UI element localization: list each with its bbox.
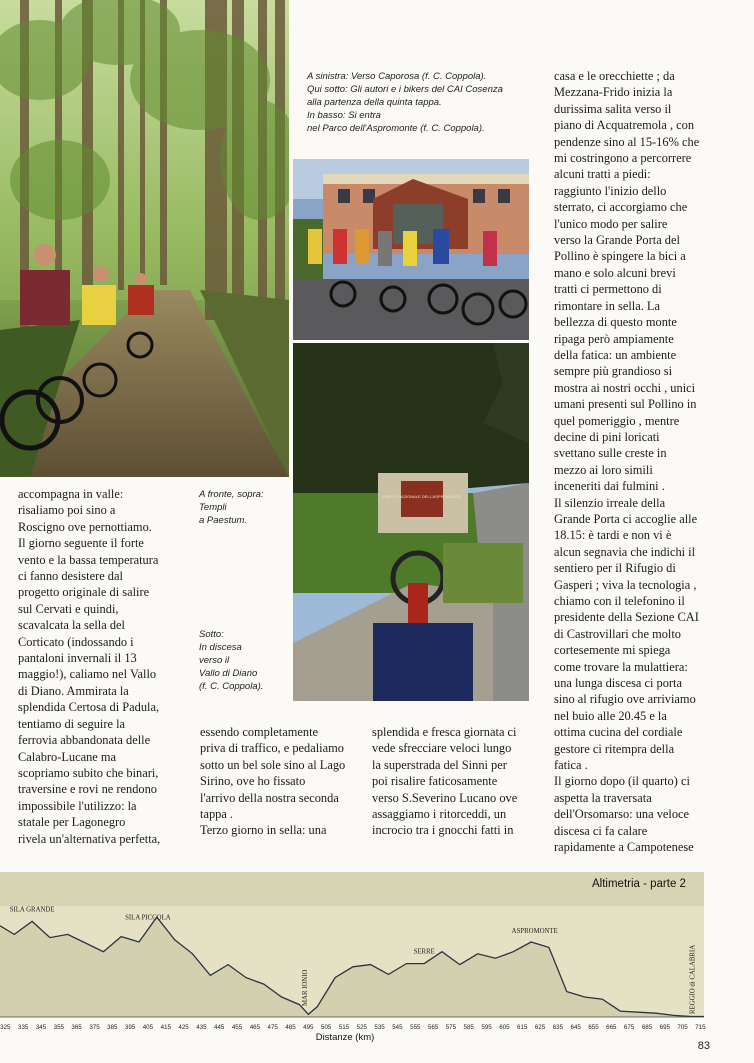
caption-line: Templi xyxy=(199,502,227,513)
x-tick-label: 605 xyxy=(499,1024,510,1031)
text-line: sotto un bel sole sino al Lago xyxy=(200,757,346,772)
text-line: dell'Orsomarso: una veloce xyxy=(554,807,690,822)
caption-line: verso il xyxy=(199,655,230,666)
page-number: 83 xyxy=(697,1040,710,1052)
x-tick-label: 415 xyxy=(160,1024,171,1031)
photo-forest-cyclists xyxy=(0,0,289,477)
text-line: ci fanno desistere dal xyxy=(18,569,123,584)
x-tick-label: 615 xyxy=(517,1024,528,1031)
text-line: inceneriti dai fulmini . xyxy=(554,479,665,494)
text-line: Mezzana-Frido inizia la xyxy=(554,85,673,100)
text-line: mezzo ai loro simili xyxy=(554,462,653,477)
text-line: verso S.Severino Lucano ove xyxy=(372,790,518,805)
chart-annotation: ASPROMONTE xyxy=(511,928,558,935)
text-line: mi costringono a percorrere xyxy=(554,151,692,166)
text-line: raggiunto l'inizio dello xyxy=(554,183,667,198)
text-line: sul Cervati e quindi, xyxy=(18,601,119,616)
text-line: traversine e rovi ne rendono xyxy=(18,782,157,797)
text-line: accompagna in valle: xyxy=(18,487,124,501)
text-line: quel pomeriggio , mentre xyxy=(554,413,680,428)
x-tick-label: 405 xyxy=(142,1024,154,1031)
x-tick-label: 345 xyxy=(35,1024,47,1031)
caption-line: (f. C. Coppola). xyxy=(199,681,264,692)
x-tick-label: 595 xyxy=(481,1024,492,1031)
x-tick-label: 475 xyxy=(267,1024,278,1031)
photo-park-sign xyxy=(293,343,529,701)
x-tick-label: 525 xyxy=(356,1024,367,1031)
text-line: pantaloni invernali il 13 xyxy=(18,651,137,666)
text-line: mostra ai nostri occhi , unici xyxy=(554,380,696,395)
text-line: Il giorno dopo (il quarto) ci xyxy=(554,774,690,789)
text-line: svettano sulle creste in xyxy=(554,446,667,461)
x-tick-label: 515 xyxy=(338,1024,350,1031)
x-tick-label: 575 xyxy=(445,1024,457,1031)
text-line: sino al rifugio ove arriviamo xyxy=(554,692,696,707)
x-tick-label: 565 xyxy=(427,1024,439,1031)
chart-annotation: SILA PICCOLA xyxy=(125,914,171,922)
text-line: sempre più grandioso si xyxy=(554,364,673,379)
text-line: rivela un'alternativa perfetta, xyxy=(18,831,161,846)
park-sign-text: PARCO NAZIONALE DELL'ASPROMONTE xyxy=(382,494,462,499)
text-column-1 xyxy=(18,486,160,847)
x-tick-label: 425 xyxy=(178,1024,189,1031)
text-line: progetto originale di salire xyxy=(18,585,150,600)
x-tick-label: 665 xyxy=(606,1024,617,1031)
text-line: l'unico modo per salire xyxy=(554,216,668,231)
text-line: poi risalire faticosamente xyxy=(372,774,498,789)
x-tick-label: 495 xyxy=(303,1024,314,1031)
caption-line: Vallo di Diano xyxy=(199,668,258,679)
text-line: maggio!), caliamo nel Vallo xyxy=(18,667,157,682)
text-line: Corticato (indossando i xyxy=(18,634,134,649)
text-line: cortesemente mi spiega xyxy=(554,643,671,658)
x-tick-label: 635 xyxy=(552,1024,564,1031)
caption-line: A sinistra: Verso Caporosa (f. C. Coppola). xyxy=(307,71,487,82)
x-tick-label: 465 xyxy=(249,1024,261,1031)
text-line: vede sfrecciare veloci lungo xyxy=(372,741,512,756)
x-tick-label: 625 xyxy=(534,1024,546,1031)
text-column-4 xyxy=(554,68,699,856)
text-line: bellezza di questo monte xyxy=(554,315,677,330)
text-line: Sirino, ove ho fissato xyxy=(200,774,306,789)
text-line: Gasperi ; viva la tecnologia , xyxy=(554,577,697,592)
text-line: Roscigno ove pernottiamo. xyxy=(18,519,152,534)
text-line: scavalcata la sella del xyxy=(18,618,125,633)
x-tick-label: 685 xyxy=(641,1024,653,1031)
text-line: come trovare la mulattiera: xyxy=(554,659,688,674)
x-tick-label: 535 xyxy=(374,1024,385,1031)
text-line: della fatica: un ambiente xyxy=(554,347,677,362)
text-line: 18.15: è tardi e non vi è xyxy=(554,528,672,543)
text-line: umani presenti sul Pollino in xyxy=(554,397,697,412)
x-tick-label: 385 xyxy=(107,1024,118,1031)
text-line: assaggiamo i ritorceddi, un xyxy=(372,807,507,822)
text-line: durissima salita verso il xyxy=(554,101,672,116)
text-column-2 xyxy=(200,724,345,839)
x-tick-label: 585 xyxy=(463,1024,474,1031)
text-line: di Castrovillari che molto xyxy=(554,626,681,641)
caption-line: nel Parco dell'Aspromonte (f. C. Coppola). xyxy=(307,123,485,134)
text-line: decine di pini loricati xyxy=(554,429,660,444)
text-line: aspetta la traversata xyxy=(554,790,652,805)
caption-lower-left xyxy=(199,628,263,693)
text-line: una lunga discesa ci porta xyxy=(554,676,682,691)
text-line: alcuni tratti a piedi: xyxy=(554,167,651,182)
caption-line: In discesa xyxy=(199,642,242,653)
text-line: mano e solo alcuni brevi xyxy=(554,265,676,280)
text-line: tratti ci permettono di xyxy=(554,282,662,297)
caption-line: In basso: Si entra xyxy=(307,110,381,121)
chart-x-axis-label: Distanze (km) xyxy=(315,1032,375,1043)
text-line: piano di Acquatremola , con xyxy=(554,118,695,133)
caption-mid-left xyxy=(199,488,264,527)
x-tick-label: 505 xyxy=(321,1024,332,1031)
text-line: rapidamente a Campotenese xyxy=(554,840,694,855)
text-line: Pollino è spingere la bici a xyxy=(554,249,686,264)
x-tick-label: 485 xyxy=(285,1024,296,1031)
chart-title: Altimetria - parte 2 xyxy=(592,878,686,890)
text-line: ripaga però ampiamente xyxy=(554,331,674,346)
text-line: l'arrivo della nostra seconda xyxy=(200,790,339,805)
text-line: splendida Certosa di Padula, xyxy=(18,700,160,715)
text-line: tentiamo di seguire la xyxy=(18,716,126,731)
text-line: tappa . xyxy=(200,807,234,822)
x-tick-label: 435 xyxy=(196,1024,207,1031)
x-tick-label: 455 xyxy=(231,1024,243,1031)
text-line: essendo completamente xyxy=(200,725,319,739)
x-tick-label: 365 xyxy=(71,1024,82,1031)
x-tick-label: 715 xyxy=(695,1024,706,1031)
text-line: verso la Grande Porta del xyxy=(554,233,680,248)
x-tick-label: 355 xyxy=(53,1024,64,1031)
text-line: Grande Porta ci accoglie alle xyxy=(554,511,698,526)
x-tick-label: 655 xyxy=(588,1024,599,1031)
x-tick-label: 325 xyxy=(0,1024,11,1031)
text-line: ferrovia abbandonata delle xyxy=(18,733,151,748)
text-line: vento e la bassa temperatura xyxy=(18,552,159,567)
text-line: di Diano. Ammirata la xyxy=(18,683,129,698)
caption-line: A fronte, sopra: xyxy=(199,489,264,500)
caption-line: Sotto: xyxy=(199,629,224,640)
photo-group-building xyxy=(293,159,529,340)
text-line: ottima cucina del cordiale xyxy=(554,725,683,740)
text-line: rimontare in sella. La xyxy=(554,298,660,313)
text-line: impossibile l'utilizzo: la xyxy=(18,798,137,813)
chart-annotation: MAR IONIO xyxy=(301,969,309,1006)
text-line: incrocio tra i gnocchi fatti in xyxy=(372,823,514,838)
text-line: Il giorno seguente il forte xyxy=(18,536,144,551)
text-line: discesa ci fa calare xyxy=(554,823,648,838)
x-tick-label: 705 xyxy=(677,1024,688,1031)
text-line: chiamo con il telefonino il xyxy=(554,594,685,608)
chart-annotation: REGGIO di CALABRIA xyxy=(689,944,697,1014)
chart-annotation: SERRE xyxy=(413,948,435,956)
x-tick-label: 695 xyxy=(659,1024,670,1031)
text-line: splendida e fresca giornata ci xyxy=(372,725,517,739)
caption-line: a Paestum. xyxy=(199,515,248,526)
text-line: scopriamo subito che binari, xyxy=(18,765,159,780)
chart-annotation: SILA GRANDE xyxy=(9,906,55,914)
text-line: Calabro-Lucane ma xyxy=(18,749,117,764)
text-line: presidente della Sezione CAI xyxy=(554,610,699,625)
caption-top-right xyxy=(307,70,503,135)
x-tick-label: 545 xyxy=(392,1024,403,1031)
x-tick-label: 375 xyxy=(89,1024,100,1031)
text-line: fatica . xyxy=(554,758,588,773)
text-line: Il silenzio irreale della xyxy=(554,495,666,510)
elevation-profile-chart xyxy=(0,868,754,1063)
caption-line: Qui sotto: Gli autori e i bikers del CAI Cosenza xyxy=(307,84,503,95)
text-line: nel buio alle 20.45 e la xyxy=(554,708,667,723)
text-line: Terzo giorno in sella: una xyxy=(200,823,327,838)
caption-line: alla partenza della quinta tappa. xyxy=(307,97,442,108)
x-tick-label: 445 xyxy=(214,1024,225,1031)
x-tick-label: 395 xyxy=(124,1024,136,1031)
x-tick-label: 675 xyxy=(623,1024,635,1031)
text-column-3 xyxy=(372,724,517,839)
text-line: pendenze sino al 15-16% che xyxy=(554,134,700,149)
text-line: la superstrada del Sinni per xyxy=(372,757,507,772)
x-tick-label: 645 xyxy=(570,1024,581,1031)
text-line: casa e le orecchiette ; da xyxy=(554,69,675,83)
x-tick-label: 555 xyxy=(410,1024,421,1031)
text-line: priva di traffico, e pedaliamo xyxy=(200,741,344,756)
x-tick-label: 335 xyxy=(18,1024,29,1031)
text-line: statale per Lagonegro xyxy=(18,815,126,830)
text-line: gestore ci ritempra della xyxy=(554,741,675,756)
text-line: sterrato, ci accorgiamo che xyxy=(554,200,688,215)
text-line: alcun segnavia che indichi il xyxy=(554,544,696,559)
text-line: sentiero per il Rifugio di xyxy=(554,561,676,576)
text-line: risaliamo poi sino a xyxy=(18,503,116,518)
